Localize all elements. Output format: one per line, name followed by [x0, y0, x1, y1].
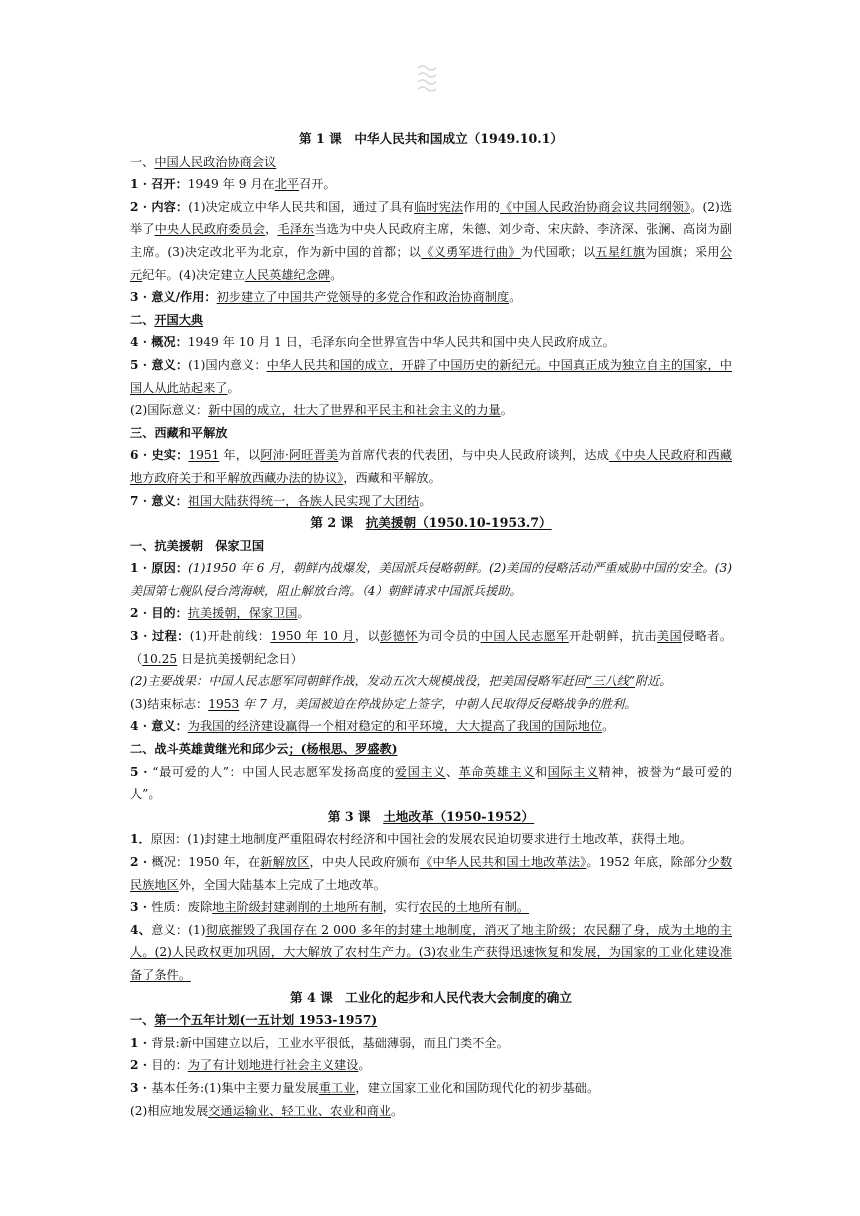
lesson1-item2: 2 · 内容：(1)决定成立中华人民共和国，通过了具有临时宪法作用的《中国人民政治协商会议共同纲领》。(2)选举了中央人民政府委员会，毛泽东当选为中央人民政府主席，朱德、刘少奇、宋庆龄、李济深、张澜、高岗为副主席。(3)决定改北平为北京，作为新中国的首都；以《义勇军进行曲》为代国歌；以五星红旗为国旗；采用公元纪年。(4)决定建立人民英雄纪念碑。: [130, 199, 733, 282]
lesson2-item1: 1 · 原因：(1)1950 年 6 月，朝鲜内战爆发，美国派兵侵略朝鲜。(2)美国的侵略活动严重威胁中国的安全。(3)美国第七舰队侵台湾海峡，阻止解放台湾。（4）朝鲜请求中国派兵援助。: [130, 561, 732, 598]
lesson4-item1: 1 · 背景:新中国建立以后，工业水平很低，基础薄弱，而且门类不全。: [130, 1035, 509, 1050]
watermark-icon: [416, 62, 438, 96]
lesson4-item2: 2 · 目的：为了有计划地进行社会主义建设。: [130, 1058, 371, 1073]
lesson2-section2-heading: 二、战斗英雄黄继光和邱少云；(杨根思、罗盛教): [130, 742, 398, 757]
lesson2-title: 第 2 课 抗美援朝（1950.10-1953.7）: [310, 515, 552, 531]
lesson2-item2: 2 · 目的：抗美援朝，保家卫国。: [130, 606, 310, 621]
lesson1-item4: 4 · 概况：1949 年 10 月 1 日，毛泽东向全世界宣告中华人民共和国中央人民政府成立。: [130, 335, 615, 350]
lesson2-item3-end: (3)结束标志：1953 年 7 月，美国被迫在停战协定上签字，中朝人民取得反侵略战争的胜利。: [130, 696, 637, 711]
lesson2-item3-results: (2)主要战果：中国人民志愿军同朝鲜作战，发动五次大规模战役，把美国侵略军赶回“三八线”附近。: [130, 674, 672, 689]
lesson1-title: 第 1 课 中华人民共和国成立（1949.10.1）: [299, 131, 563, 146]
lesson1-item3: 3 · 意义/作用：初步建立了中国共产党领导的多党合作和政治协商制度。: [130, 290, 522, 305]
lesson2-section1-heading: 一、抗美援朝 保家卫国: [130, 538, 265, 553]
lesson4-title: 第 4 课 工业化的起步和人民代表大会制度的确立: [289, 989, 572, 1005]
lesson3-item4: 4、意义：(1)彻底摧毁了我国存在 2 000 多年的封建土地制度，消灭了地主阶级；农民翻了身，成为土地的主人。(2)人民政权更加巩固，大大解放了农村生产力。(3)农业生产获得迅速恢复和发展，为国家的工业化建设准备了条件。: [130, 922, 732, 982]
lesson4-item3: 3 · 基本任务:(1)集中主要力量发展重工业，建立国家工业化和国防现代化的初步基础。: [130, 1080, 600, 1095]
lesson1-item1: 1 · 召开：1949 年 9 月在北平召开。: [130, 177, 336, 192]
lesson1-item7: 7 · 意义：祖国大陆获得统一，各族人民实现了大团结。: [130, 493, 432, 508]
lesson4-item3-second: (2)相应地发展交通运输业、轻工业、农业和商业。: [130, 1103, 404, 1118]
lesson3-item1: 1．原因：(1)封建土地制度严重阻碍农村经济和中国社会的发展农民迫切要求进行土地改革，获得土地。: [130, 832, 692, 847]
lesson3-item3: 3 · 性质：废除地主阶级封建剥削的土地所有制，实行农民的土地所有制。: [130, 900, 530, 915]
lesson2-item5: 5 · “最可爱的人”：中国人民志愿军发扬高度的爱国主义、革命英雄主义和国际主义精神，被誉为“最可爱的人”。: [130, 764, 733, 802]
document-body: [130, 128, 732, 1122]
lesson3-item2: 2 · 概况：1950 年，在新解放区，中央人民政府颁布《中华人民共和国土地改革法》。1952 年底，除部分少数民族地区外，全国大陆基本上完成了土地改革。: [130, 855, 733, 892]
lesson1-section1-heading: 一、中国人民政治协商会议: [130, 154, 277, 169]
lesson2-item4: 4 · 意义：为我国的经济建设赢得一个相对稳定的和平环境，大大提高了我国的国际地位。: [130, 719, 615, 734]
lesson1-item5-international: (2)国际意义：新中国的成立，壮大了世界和平民主和社会主义的力量。: [130, 403, 513, 418]
lesson1-item6: 6 · 史实：1951 年，以阿沛·阿旺晋美为首席代表的代表团，与中央人民政府谈判，达成《中央人民政府和西藏地方政府关于和平解放西藏办法的协议》，西藏和平解放。: [130, 448, 733, 485]
lesson1-item5: 5 · 意义：(1)国内意义：中华人民共和国的成立，开辟了中国历史的新纪元。中国真正成为独立自主的国家，中国人从此站起来了。: [130, 357, 732, 395]
lesson1-section2-heading: 二、开国大典: [130, 312, 204, 327]
lesson2-item3: 3 · 过程：(1)开赴前线：1950 年 10 月，以彭德怀为司令员的中国人民志愿军开赴朝鲜，抗击美国侵略者。（10.25 日是抗美援朝纪念日）: [130, 629, 733, 666]
lesson4-section1-heading: 一、第一个五年计划(一五计划 1953-1957): [130, 1013, 378, 1028]
lesson3-title: 第 3 课 土地改革（1950-1952）: [327, 808, 535, 824]
lesson1-section3-heading: 三、西藏和平解放: [130, 425, 228, 440]
